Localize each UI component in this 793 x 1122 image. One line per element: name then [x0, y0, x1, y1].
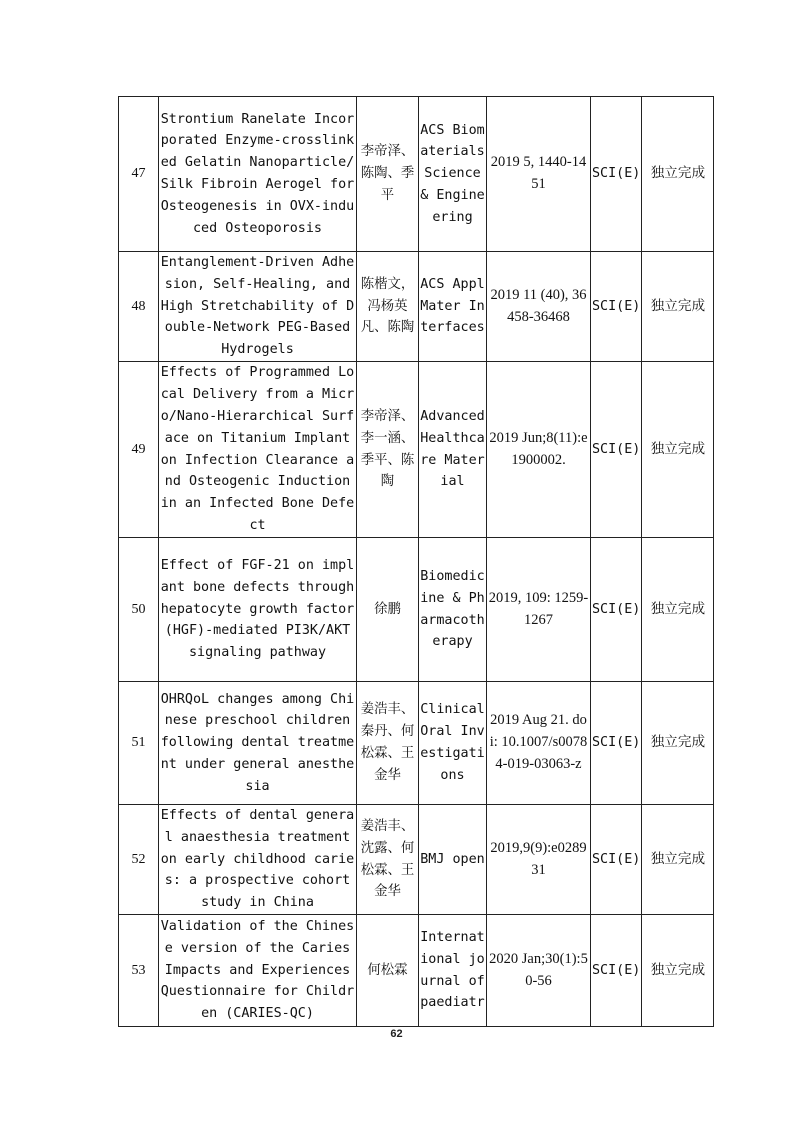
paper-title: Effects of Programmed Local Delivery from a Micro/Nano-Hierarchical Surface on Titanium Implant on Infection Clearance and Osteogenic Induction in an Infected Bone Defect [159, 362, 357, 538]
journal-name: BMJ open [419, 805, 487, 915]
index-type: SCI(E) [591, 362, 642, 538]
index-type: SCI(E) [591, 252, 642, 362]
journal-name: Clinical Oral Investigations [419, 682, 487, 805]
table-row [119, 252, 714, 362]
row-number: 52 [119, 805, 159, 915]
completion-status: 独立完成 [642, 682, 714, 805]
table-row [119, 362, 714, 538]
completion-status: 独立完成 [642, 805, 714, 915]
paper-title: Entanglement-Driven Adhesion, Self-Healing, and High Stretchability of Double-Network PEG-Based Hydrogels [159, 252, 357, 362]
journal-name: Advanced Healthcare Material [419, 362, 487, 538]
authors: 李帝泽、陈陶、季平 [357, 97, 419, 252]
table-row [119, 805, 714, 915]
page-number: 62 [390, 1028, 403, 1040]
completion-status: 独立完成 [642, 97, 714, 252]
authors: 李帝泽、李一涵、季平、陈陶 [357, 362, 419, 538]
volume-pages: 2019, 109: 1259-1267 [487, 538, 591, 682]
row-number: 49 [119, 362, 159, 538]
row-number: 50 [119, 538, 159, 682]
row-number: 48 [119, 252, 159, 362]
volume-pages: 2019 11 (40), 36458-36468 [487, 252, 591, 362]
authors: 陈楷文，冯杨英凡、陈陶 [357, 252, 419, 362]
volume-pages: 2019 5, 1440-1451 [487, 97, 591, 252]
volume-pages: 2020 Jan;30(1):50-56 [487, 915, 591, 1027]
index-type: SCI(E) [591, 805, 642, 915]
completion-status: 独立完成 [642, 915, 714, 1027]
authors: 徐鹏 [357, 538, 419, 682]
index-type: SCI(E) [591, 538, 642, 682]
volume-pages: 2019 Jun;8(11):e1900002. [487, 362, 591, 538]
row-number: 51 [119, 682, 159, 805]
completion-status: 独立完成 [642, 252, 714, 362]
authors: 姜浩丰、秦丹、何松霖、王金华 [357, 682, 419, 805]
index-type: SCI(E) [591, 682, 642, 805]
volume-pages: 2019,9(9):e028931 [487, 805, 591, 915]
table-row [119, 915, 714, 1027]
row-number: 53 [119, 915, 159, 1027]
paper-title: OHRQoL changes among Chinese preschool children following dental treatment under general anesthesia [159, 682, 357, 805]
authors: 何松霖 [357, 915, 419, 1027]
paper-title: Validation of the Chinese version of the Caries Impacts and Experiences Questionnaire for Children (CARIES-QC) [159, 915, 357, 1027]
authors: 姜浩丰、沈露、何松霖、王金华 [357, 805, 419, 915]
completion-status: 独立完成 [642, 362, 714, 538]
table-row [119, 682, 714, 805]
paper-title: Effects of dental general anaesthesia treatment on early childhood caries: a prospective cohort study in China [159, 805, 357, 915]
index-type: SCI(E) [591, 97, 642, 252]
row-number: 47 [119, 97, 159, 252]
journal-name: Biomedicine & Pharmacotherapy [419, 538, 487, 682]
index-type: SCI(E) [591, 915, 642, 1027]
paper-title: Effect of FGF-21 on implant bone defects through hepatocyte growth factor (HGF)-mediated PI3K/AKT signaling pathway [159, 538, 357, 682]
table-row [119, 538, 714, 682]
journal-name: ACS Appl Mater Interfaces [419, 252, 487, 362]
completion-status: 独立完成 [642, 538, 714, 682]
volume-pages: 2019 Aug 21. doi: 10.1007/s00784-019-03063-z [487, 682, 591, 805]
journal-name: International journal of paediatr [419, 915, 487, 1027]
paper-title: Strontium Ranelate Incorporated Enzyme-crosslinked Gelatin Nanoparticle/Silk Fibroin Aerogel for Osteogenesis in OVX-induced Osteoporosis [159, 97, 357, 252]
table-row [119, 97, 714, 252]
publication-table [118, 96, 714, 1027]
journal-name: ACS Biomaterials Science & Engineering [419, 97, 487, 252]
